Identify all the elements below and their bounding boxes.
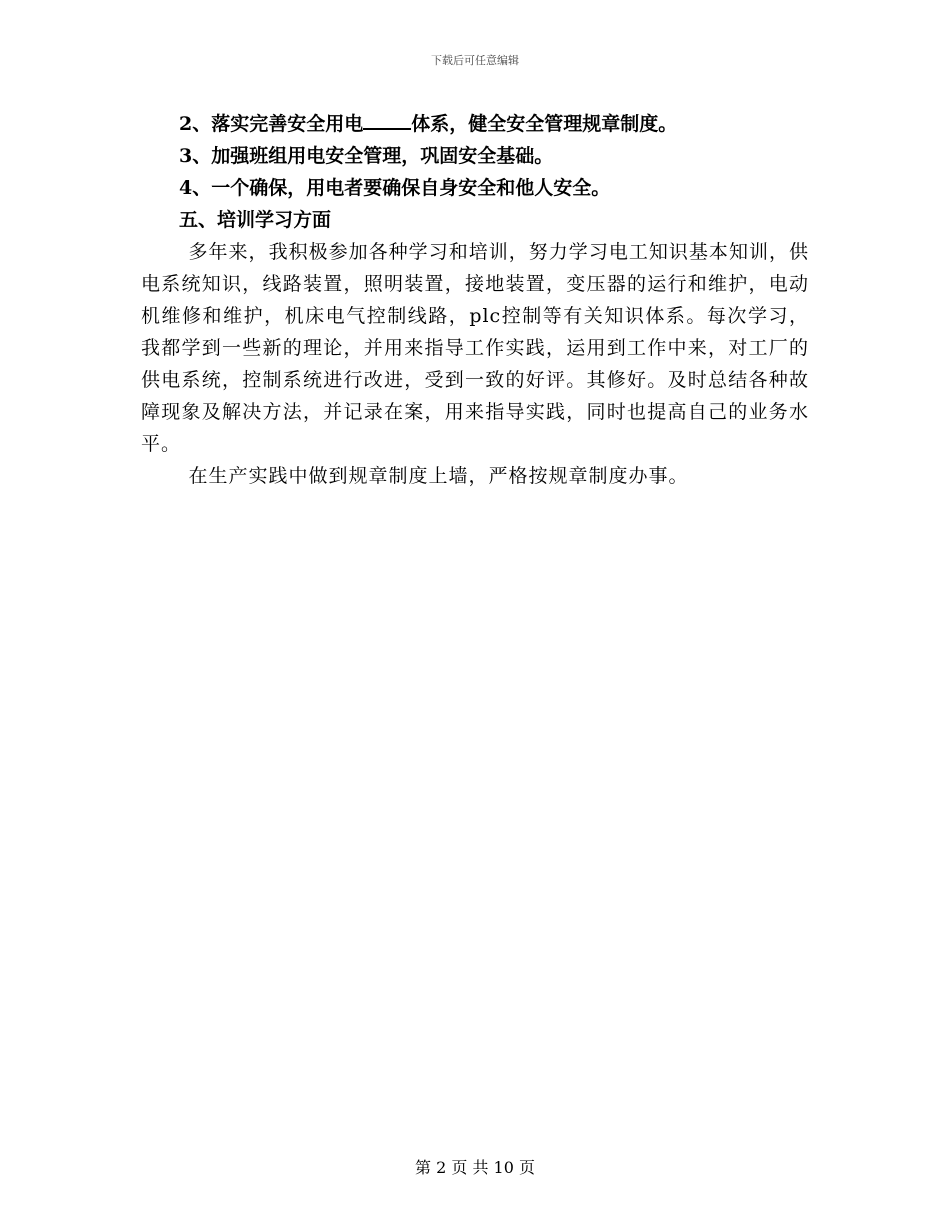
list-item-2-text-start: 2、落实完善安全用电 bbox=[179, 113, 364, 135]
section-heading: 五、培训学习方面 bbox=[179, 209, 332, 231]
list-item-2 bbox=[141, 108, 809, 140]
list-item-4: 4、一个确保，用电者要确保自身安全和他人安全。 bbox=[179, 177, 611, 199]
page-header-note: 下载后可任意编辑 bbox=[431, 54, 519, 67]
page-number-footer: 第 2 页 共 10 页 bbox=[415, 1158, 535, 1177]
body-paragraph-training: 多年来，我积极参加各种学习和培训，努力学习电工知识基本知训，供电系统知识，线路装置，照明装置，接地装置，变压器的运行和维护，电动机维修和维护，机床电气控制线路，plc控制等有关知识体系。每次学习，我都学到一些新的理论，并用来指导工作实践，运用到工作中来，对工厂的供电系统，控制系统进行改进，受到一致的好评。其修好。及时总结各种故障现象及解决方法，并记录在案，用来指导实践，同时也提高自己的业务水平。 bbox=[141, 241, 809, 455]
list-item-3: 3、加强班组用电安全管理，巩固安全基础。 bbox=[179, 145, 554, 167]
list-item-2-text-end: 体系，健全安全管理规章制度。 bbox=[411, 113, 678, 135]
fill-in-blank bbox=[363, 112, 411, 130]
document-body bbox=[141, 108, 809, 492]
body-paragraph-practice: 在生产实践中做到规章制度上墙，严格按规章制度办事。 bbox=[188, 465, 689, 487]
